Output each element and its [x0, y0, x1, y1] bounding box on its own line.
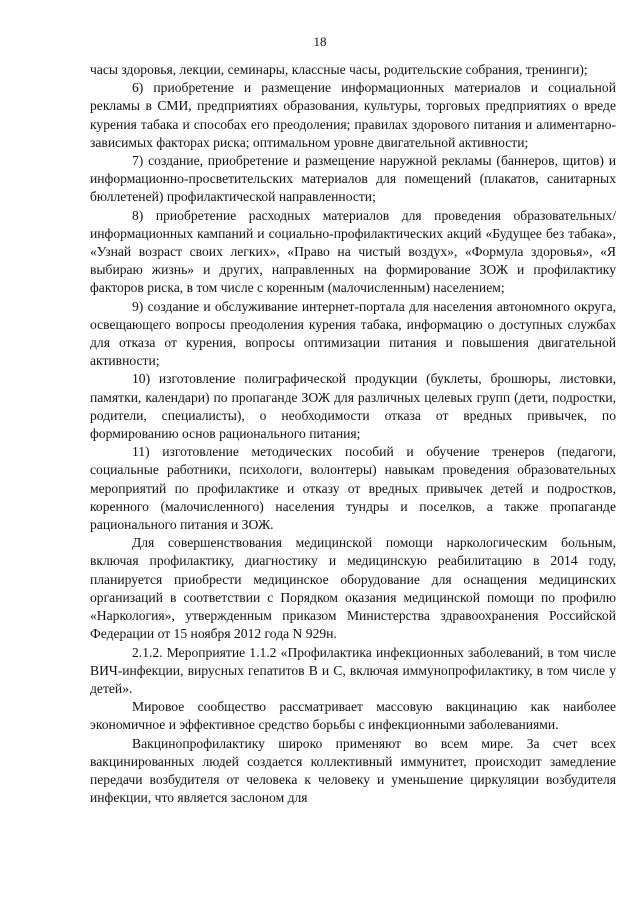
page-number: 18	[313, 34, 327, 49]
document-body	[90, 61, 616, 807]
paragraph-item-6: 6) приобретение и размещение информационных материалов и социальной рекламы в СМИ, предприятиях образования, культуры, торговых предприятиях о вреде курения табака и способах его преодоления; правилах здорового питания и алиментарно-зависимых факторах риска; оптимальном уровне двигательной активности;	[90, 80, 616, 150]
paragraph-narcology-equipment: Для совершенствования медицинской помощи наркологическим больным, включая профилактику, диагностику и медицинскую реабилитацию в 2014 году, планируется приобрести медицинское оборудование для оснащения медицинских организаций в соответствии с Порядком оказания медицинской помощи по профилю «Наркология», утвержденным приказом Министерства здравоохранения Российской Федерации от 15 ноября 2012 года N 929н.	[90, 535, 616, 642]
paragraph-vaccinoprophylaxis: Вакцинопрофилактику широко применяют во всем мире. За счет всех вакцинированных людей создается коллективный иммунитет, происходит замедление передачи возбудителя от человека к человеку и уменьшение циркуляции возбудителя инфекции, что является заслоном для	[90, 735, 616, 806]
paragraph-vaccination-world: Мировое сообщество рассматривает массовую вакцинацию как наиболее экономичное и эффективное средство борьбы с инфекционными заболеваниями.	[90, 699, 616, 733]
paragraph-section-2-1-2: 2.1.2. Мероприятие 1.1.2 «Профилактика инфекционных заболеваний, в том числе ВИЧ-инфекции, вирусных гепатитов В и С, включая иммунопрофилактику, в том числе у детей».	[90, 644, 616, 696]
paragraph-continuation: часы здоровья, лекции, семинары, классные часы, родительские собрания, тренинги);	[90, 62, 588, 77]
paragraph-item-11: 11) изготовление методических пособий и обучение тренеров (педагоги, социальные работники, психологи, волонтеры) навыкам проведения образовательных мероприятий по профилактике и отказу от вредных привычек детей и подростков, коренного (малочисленного) населения тундры и поселков, а также пропаганде рационального питания и ЗОЖ.	[90, 444, 616, 533]
paragraph-item-9: 9) создание и обслуживание интернет-портала для населения автономного округа, освещающего вопросы преодоления курения табака, информацию о доступных службах для отказа от курения, вопросы оптимизации питания и повышения двигательной активности;	[90, 298, 616, 369]
paragraph-item-10: 10) изготовление полиграфической продукции (буклеты, брошюры, листовки, памятки, календари) по пропаганде ЗОЖ для различных целевых групп (дети, подростки, родители, специалисты), о необходимости отказа от вредных привычек, по формированию основ рационального питания;	[90, 371, 616, 442]
paragraph-item-8: 8) приобретение расходных материалов для проведения образовательных/информационных кампаний и социально-профилактических акций «Будущее без табака», «Узнай возраст своих легких», «Право на чистый воздух», «Формула здоровья», «Я выбираю жизнь» и других, направленных на формирование ЗОЖ и профилактику факторов риска, в том числе с коренным (малочисленным) населением;	[90, 207, 616, 296]
paragraph-item-7: 7) создание, приобретение и размещение наружной рекламы (баннеров, щитов) и информационно-просветительских материалов для помещений (плакатов, санитарных бюллетеней) профилактической направленности;	[90, 153, 616, 205]
